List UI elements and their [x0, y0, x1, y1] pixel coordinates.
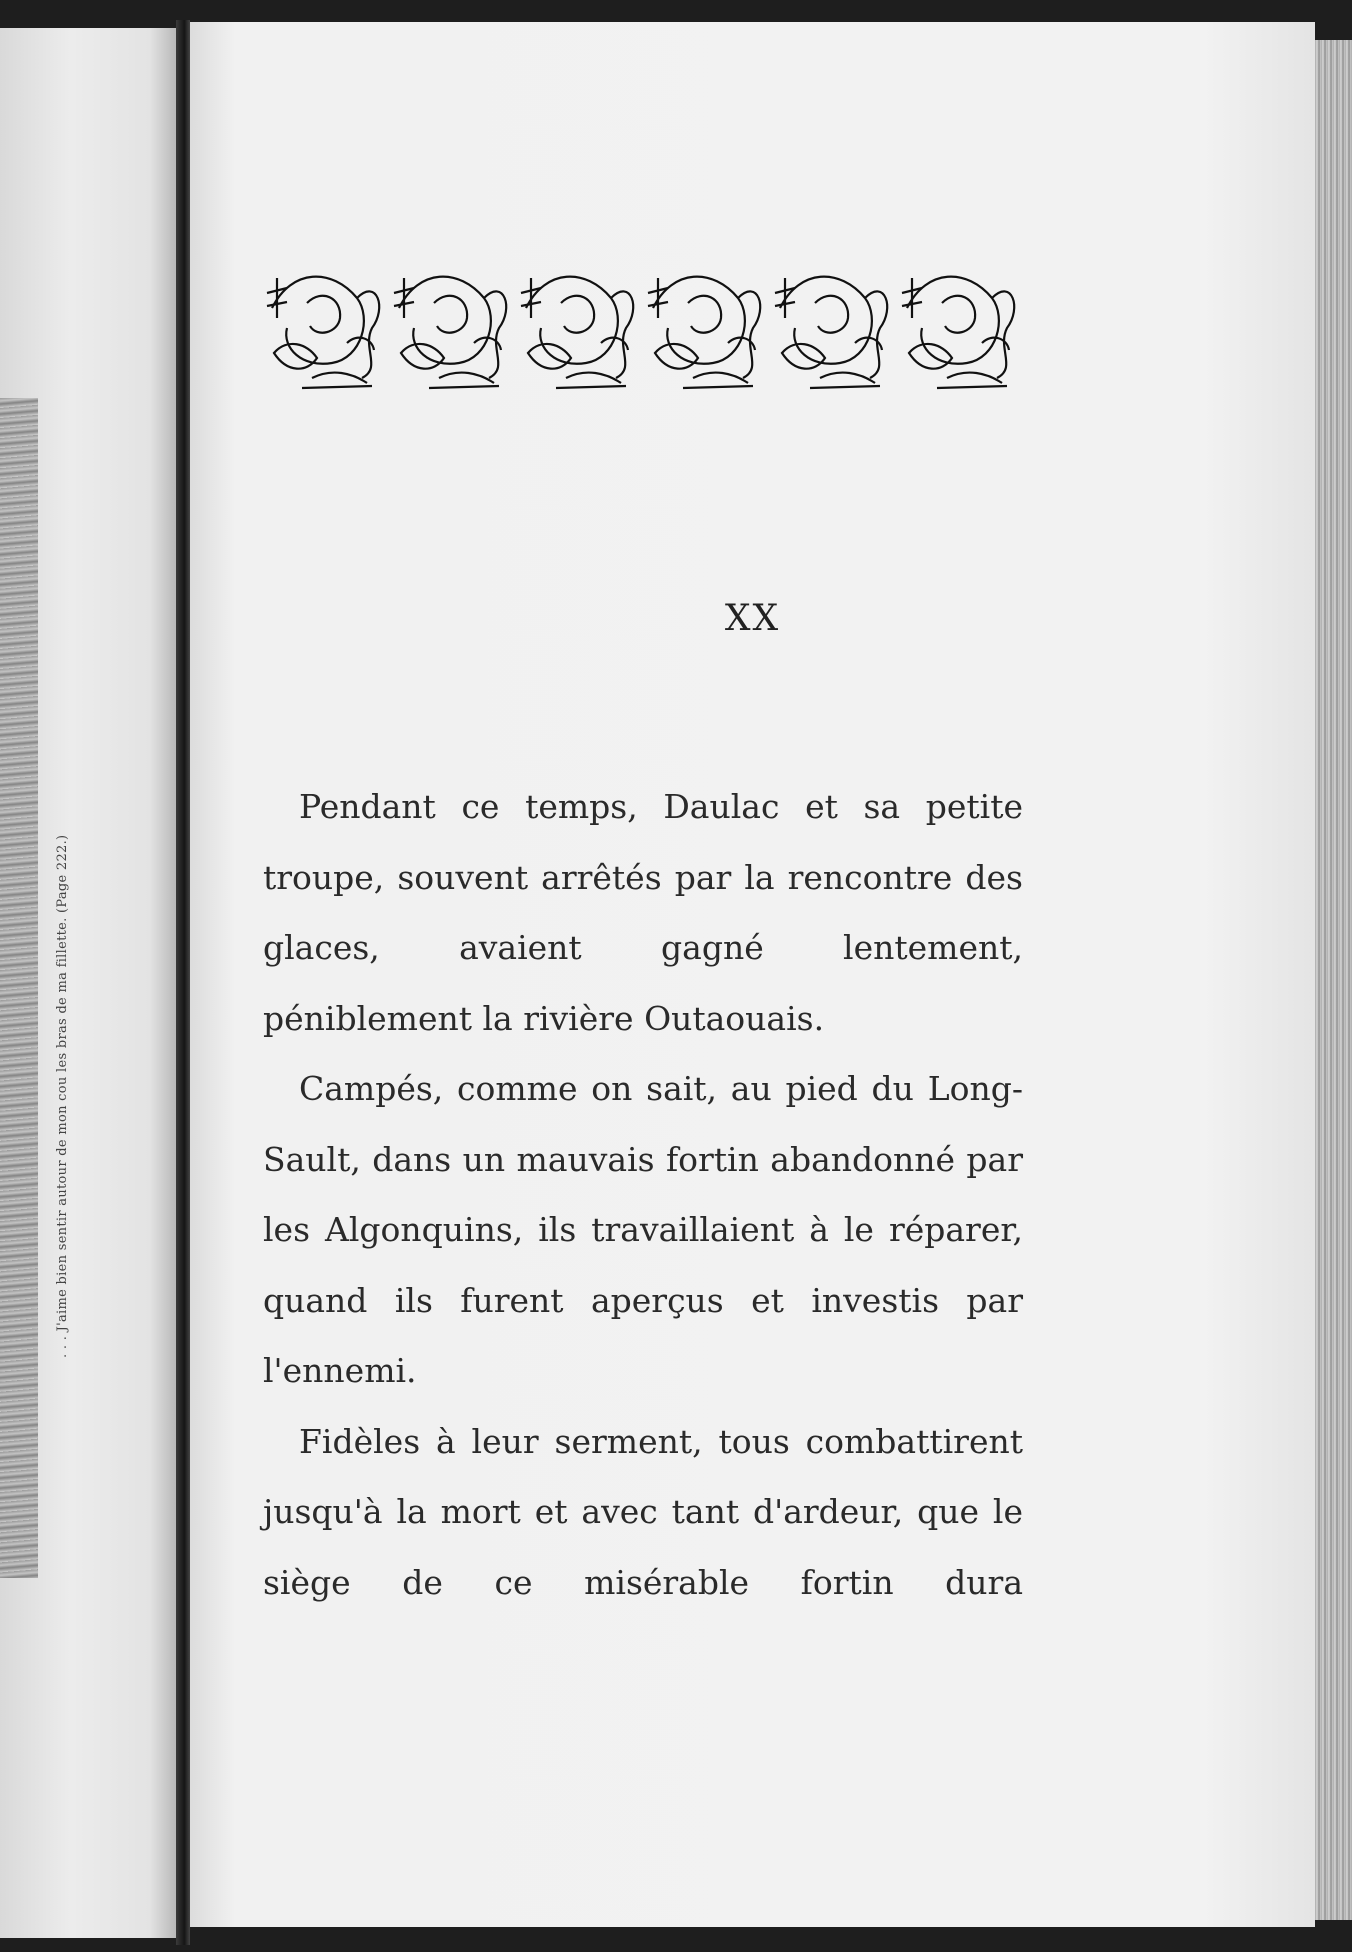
- left-page-illustration: [0, 398, 38, 1578]
- left-page-caption: . . . J'aime bien sentir autour de mon cou les bras de ma fillette. (Page 222.): [55, 834, 70, 1358]
- paragraph-3: Fidèles à leur serment, tous combattirent jusqu'à la mort et avec tant d'ardeur, que le siège de ce misérable fortin dura: [263, 1421, 1023, 1602]
- chapter-number: XX: [724, 598, 781, 639]
- page-edges: [1315, 40, 1352, 1920]
- floral-ornament: [262, 258, 1032, 396]
- chapter-body: [263, 772, 1023, 1618]
- paragraph-1: Pendant ce temps, Daulac et sa petite troupe, souvent arrêtés par la rencontre des glaces, avaient gagné lentement, péniblement la rivière Outaouais.: [263, 787, 1023, 1038]
- book-gutter: [176, 20, 190, 1945]
- paragraph-2: Campés, comme on sait, au pied du Long-Sault, dans un mauvais fortin abandonné par les Algonquins, ils travaillaient à le réparer, quand ils furent aperçus et investis par l'ennemi.: [263, 1069, 1023, 1390]
- left-page: [0, 28, 176, 1938]
